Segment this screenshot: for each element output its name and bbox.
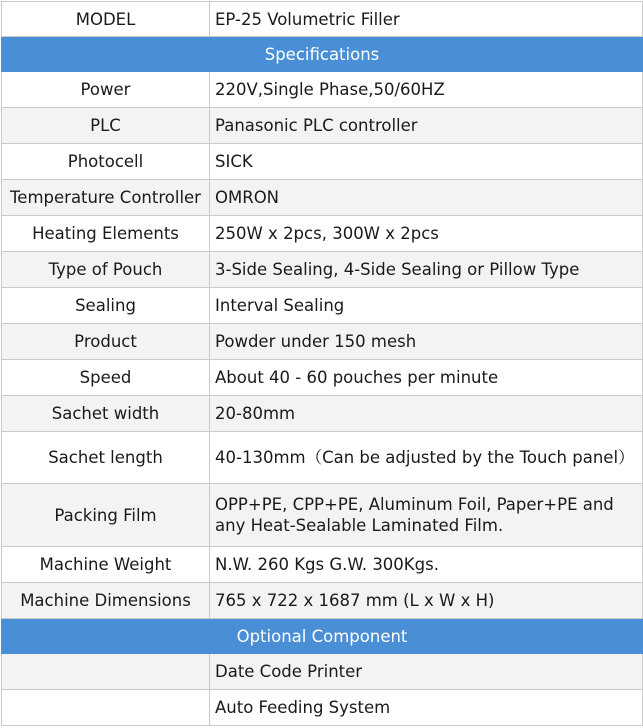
spec-row-product — [2, 324, 643, 360]
spec-label: Product — [2, 324, 210, 360]
optional-row — [2, 654, 643, 690]
specifications-title: Specifications — [2, 37, 643, 72]
spec-label: PLC — [2, 108, 210, 144]
spec-row-power — [2, 72, 643, 108]
spec-row-packing-film — [2, 484, 643, 547]
spec-label: Type of Pouch — [2, 252, 210, 288]
specifications-header — [2, 37, 643, 72]
spec-label: Machine Weight — [2, 547, 210, 583]
spec-value: Panasonic PLC controller — [210, 108, 643, 144]
spec-row-sachet-width — [2, 396, 643, 432]
spec-label: Sachet length — [2, 432, 210, 484]
spec-label: Machine Dimensions — [2, 583, 210, 619]
spec-row-type-of-pouch — [2, 252, 643, 288]
spec-label: Power — [2, 72, 210, 108]
model-row — [2, 2, 643, 37]
optional-value: Auto Feeding System — [210, 690, 643, 726]
spec-row-sealing — [2, 288, 643, 324]
spec-value: 765 x 722 x 1687 mm (L x W x H) — [210, 583, 643, 619]
spec-value: About 40 - 60 pouches per minute — [210, 360, 643, 396]
spec-label: Photocell — [2, 144, 210, 180]
spec-row-heating-elements — [2, 216, 643, 252]
optional-value: Date Code Printer — [210, 654, 643, 690]
spec-label: Packing Film — [2, 484, 210, 547]
spec-row-speed — [2, 360, 643, 396]
model-value: EP-25 Volumetric Filler — [210, 2, 643, 37]
spec-row-temperature-controller — [2, 180, 643, 216]
spec-value: OMRON — [210, 180, 643, 216]
spec-row-sachet-length — [2, 432, 643, 484]
spec-value: Powder under 150 mesh — [210, 324, 643, 360]
model-label: MODEL — [2, 2, 210, 37]
spec-row-machine-weight — [2, 547, 643, 583]
spec-label: Speed — [2, 360, 210, 396]
spec-label: Heating Elements — [2, 216, 210, 252]
spec-value: N.W. 260 Kgs G.W. 300Kgs. — [210, 547, 643, 583]
optional-row — [2, 690, 643, 726]
optional-component-title: Optional Component — [2, 619, 643, 654]
optional-label — [2, 690, 210, 726]
spec-label: Sachet width — [2, 396, 210, 432]
spec-value: 250W x 2pcs, 300W x 2pcs — [210, 216, 643, 252]
spec-value: 20-80mm — [210, 396, 643, 432]
spec-value: Interval Sealing — [210, 288, 643, 324]
spec-label: Sealing — [2, 288, 210, 324]
spec-label: Temperature Controller — [2, 180, 210, 216]
optional-component-header — [2, 619, 643, 654]
spec-value: OPP+PE, CPP+PE, Aluminum Foil, Paper+PE and any Heat-Sealable Laminated Film. — [210, 484, 643, 547]
spec-value: SICK — [210, 144, 643, 180]
optional-label — [2, 654, 210, 690]
spec-value: 3-Side Sealing, 4-Side Sealing or Pillow Type — [210, 252, 643, 288]
spec-value: 40-130mm（Can be adjusted by the Touch panel） — [210, 432, 643, 484]
spec-table — [1, 1, 643, 726]
spec-value: 220V,Single Phase,50/60HZ — [210, 72, 643, 108]
spec-row-plc — [2, 108, 643, 144]
spec-row-photocell — [2, 144, 643, 180]
spec-row-machine-dimensions — [2, 583, 643, 619]
